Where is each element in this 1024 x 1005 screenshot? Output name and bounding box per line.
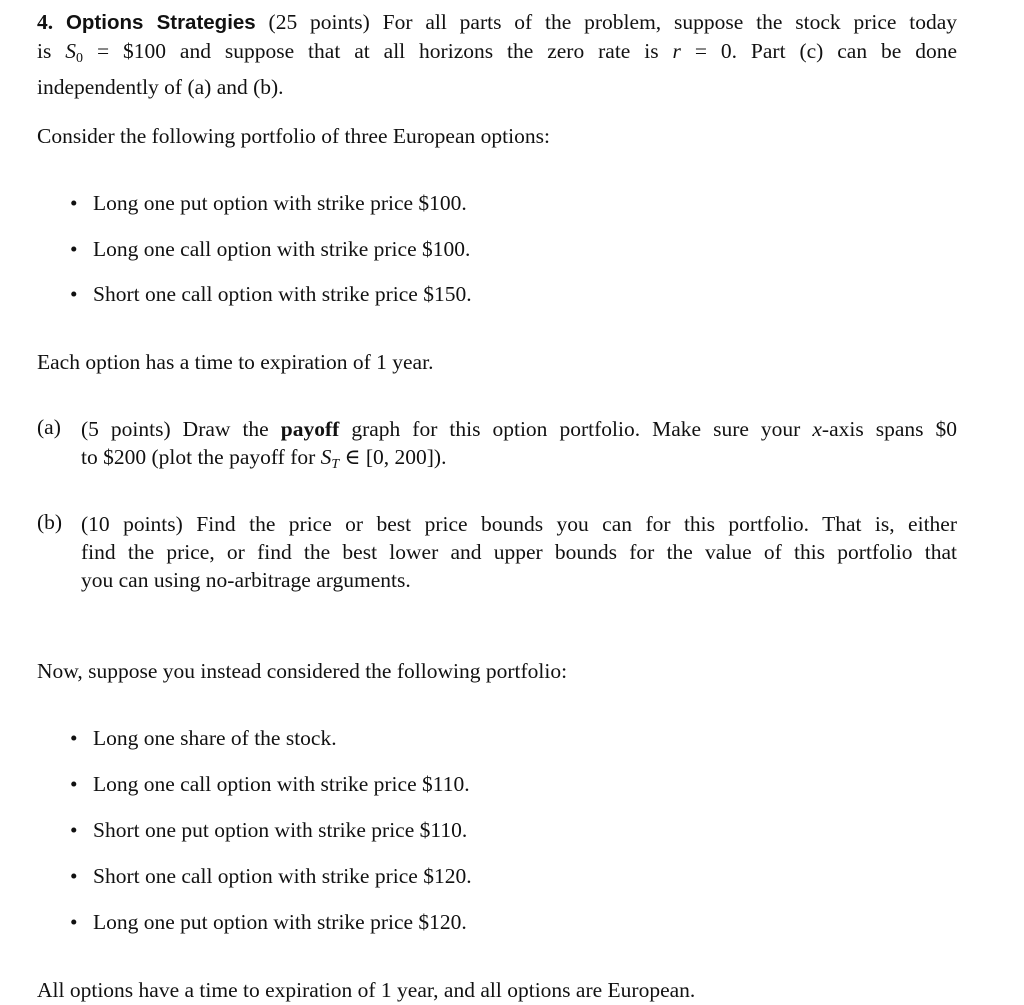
intro-text-1: For all parts of the problem, suppose the stock price today: [382, 10, 958, 34]
list-item: • Short one put option with strike price $110.: [70, 818, 468, 842]
bullet-icon: •: [70, 726, 78, 750]
x-symbol: x: [812, 417, 822, 441]
header-line-2: [37, 37, 957, 73]
part-b-line-1: (10 points) Find the price or best price bounds you can for this portfolio. That is, either: [81, 512, 957, 536]
r-symbol: r: [672, 39, 681, 63]
portfolio2-list: [37, 724, 957, 936]
problem-document: [37, 8, 957, 1004]
payoff-emphasis: payoff: [280, 417, 340, 441]
intro-text-3: independently of (a) and (b).: [37, 75, 284, 99]
list-item: • Short one call option with strike price $120.: [70, 864, 472, 888]
bullet-icon: •: [70, 282, 78, 306]
bullet-icon: •: [70, 818, 78, 842]
portfolio2-intro: Now, suppose you instead considered the following portfolio:: [37, 659, 568, 683]
list-item: • Long one call option with strike price $100.: [70, 237, 471, 261]
portfolio1-list: [37, 189, 957, 308]
header-line-3: [37, 73, 957, 101]
problem-title: Options Strategies: [65, 11, 256, 34]
bullet-icon: •: [70, 910, 78, 934]
s0-symbol: $S_0$: [65, 39, 84, 66]
problem-number: 4.: [37, 10, 54, 34]
intro-eq-1: = $100 and suppose that at all horizons the zero rate is: [96, 39, 659, 63]
portfolio1-note: Each option has a time to expiration of 1 year.: [37, 350, 434, 374]
bullet-icon: •: [70, 772, 78, 796]
part-b-line-2: find the price, or find the best lower and upper bounds for the value of this portfolio that: [81, 540, 957, 564]
part-a-line-1: (5 points) Draw the payoff graph for this option portfolio. Make sure your x-axis spans $0: [81, 417, 958, 441]
list-item: • Short one call option with strike price $150.: [70, 282, 472, 306]
part-b-line-3: you can using no-arbitrage arguments.: [81, 568, 411, 592]
bullet-icon: •: [70, 191, 78, 215]
part-b: [37, 510, 957, 594]
part-a: [37, 415, 957, 479]
part-b-label: (b): [37, 510, 63, 534]
bullet-icon: •: [70, 237, 78, 261]
portfolio1-intro: Consider the following portfolio of three European options:: [37, 124, 550, 148]
part-a-line-2: to $200 (plot the payoff for ST ∈ [0, 200]).: [81, 445, 447, 472]
intro-is: is: [37, 39, 52, 63]
portfolio2-note: All options have a time to expiration of 1 year, and all options are European.: [37, 978, 696, 1002]
problem-header: [37, 8, 957, 101]
part-a-label: (a): [37, 415, 61, 439]
intro-eq-2: = 0. Part (c) can be done: [694, 39, 958, 63]
list-item: • Long one put option with strike price $120.: [70, 910, 467, 934]
problem-points: (25 points): [268, 10, 370, 34]
list-item: • Long one put option with strike price $100.: [70, 191, 467, 215]
bullet-icon: •: [70, 864, 78, 888]
st-symbol: ST: [320, 445, 340, 472]
header-line-1: [37, 8, 957, 37]
list-item: • Long one share of the stock.: [70, 726, 337, 750]
list-item: • Long one call option with strike price $110.: [70, 772, 470, 796]
